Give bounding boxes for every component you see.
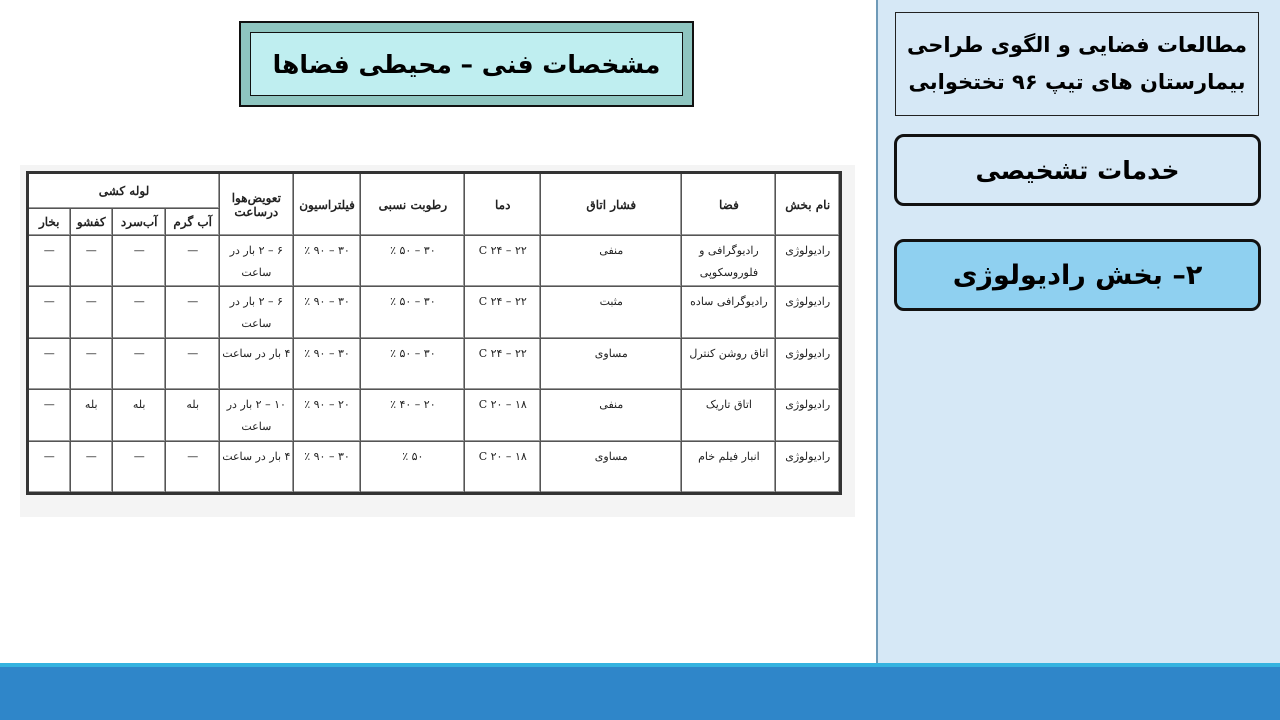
table-row — [28, 287, 841, 338]
cell-cold-water: — — [112, 441, 166, 493]
cell-cold-water: — — [112, 236, 166, 287]
header-humidity: رطوبت نسبی — [361, 173, 465, 236]
cell-floor-drain: — — [70, 287, 112, 338]
cell-steam: — — [28, 390, 71, 441]
cell-steam: — — [28, 338, 71, 389]
cell-pressure: منفی — [541, 390, 682, 441]
cell-department: رادیولوژی — [776, 236, 841, 287]
cell-floor-drain: — — [70, 441, 112, 493]
cell-air-change: ۱۰ – ۲ بار در ساعت — [219, 390, 293, 441]
cell-floor-drain: — — [70, 338, 112, 389]
diagnostic-services-label: خدمات تشخیصی — [975, 155, 1180, 185]
header-temperature: دما — [465, 173, 541, 236]
cell-pressure: مساوی — [541, 441, 682, 493]
radiology-section-label: ۲– بخش رادیولوژی — [952, 259, 1203, 291]
cell-space: رادیوگرافی ساده — [682, 287, 776, 338]
cell-hot-water: — — [166, 236, 220, 287]
cell-air-change: ۴ بار در ساعت — [219, 338, 293, 389]
cell-cold-water: بله — [112, 390, 166, 441]
cell-filtration: ۳۰ – ۹۰ ٪ — [293, 338, 361, 389]
cell-temperature: ۱۸ – ۲۰ C — [465, 390, 541, 441]
cell-floor-drain: — — [70, 236, 112, 287]
cell-space: انبار فیلم خام — [682, 441, 776, 493]
cell-hot-water: بله — [166, 390, 220, 441]
cell-filtration: ۳۰ – ۹۰ ٪ — [293, 441, 361, 493]
table-row — [28, 441, 841, 493]
cell-filtration: ۳۰ – ۹۰ ٪ — [293, 236, 361, 287]
header-cold-water: آب‌سرد — [112, 209, 166, 236]
footer-bar — [0, 663, 1280, 720]
cell-filtration: ۲۰ – ۹۰ ٪ — [293, 390, 361, 441]
cell-floor-drain: بله — [70, 390, 112, 441]
header-department: نام بخش — [776, 173, 841, 236]
cell-temperature: ۱۸ – ۲۰ C — [465, 441, 541, 493]
header-steam: بخار — [28, 209, 71, 236]
cell-space: اتاق تاریک — [682, 390, 776, 441]
cell-humidity: ۲۰ – ۴۰ ٪ — [361, 390, 465, 441]
footer-accent-stripe — [0, 663, 1280, 667]
diagnostic-services-box — [894, 134, 1261, 206]
table-row — [28, 236, 841, 287]
cell-temperature: ۲۲ – ۲۴ C — [465, 236, 541, 287]
cell-department: رادیولوژی — [776, 441, 841, 493]
cell-department: رادیولوژی — [776, 338, 841, 389]
cell-air-change: ۴ بار در ساعت — [219, 441, 293, 493]
header-filtration: فیلتراسیون — [293, 173, 361, 236]
header-hot-water: آب گرم — [166, 209, 220, 236]
cell-steam: — — [28, 287, 71, 338]
header-floor-drain: کفشو — [70, 209, 112, 236]
cell-pressure: منفی — [541, 236, 682, 287]
cell-humidity: ۳۰ – ۵۰ ٪ — [361, 287, 465, 338]
table-row — [28, 338, 841, 389]
header-air-change-line-1: تعویض‌هوا — [231, 190, 281, 205]
cell-temperature: ۲۲ – ۲۴ C — [465, 338, 541, 389]
cell-humidity: ۳۰ – ۵۰ ٪ — [361, 236, 465, 287]
cell-temperature: ۲۲ – ۲۴ C — [465, 287, 541, 338]
cell-pressure: مثبت — [541, 287, 682, 338]
header-air-change — [219, 173, 293, 236]
cell-air-change: ۶ – ۲ بار در ساعت — [219, 236, 293, 287]
cell-cold-water: — — [112, 287, 166, 338]
cell-steam: — — [28, 441, 71, 493]
page-title-frame — [239, 21, 694, 107]
cell-hot-water: — — [166, 441, 220, 493]
cell-humidity: ۵۰ ٪ — [361, 441, 465, 493]
table-header-row — [28, 173, 841, 209]
cell-humidity: ۳۰ – ۵۰ ٪ — [361, 338, 465, 389]
specs-table — [26, 171, 842, 495]
cell-pressure: مساوی — [541, 338, 682, 389]
radiology-section-box — [894, 239, 1261, 311]
cell-air-change: ۶ – ۲ بار در ساعت — [219, 287, 293, 338]
cell-department: رادیولوژی — [776, 287, 841, 338]
cell-hot-water: — — [166, 287, 220, 338]
cell-department: رادیولوژی — [776, 390, 841, 441]
study-title-line-2: بیمارستان های تیپ ۹۶ تختخوابی — [908, 70, 1246, 94]
cell-hot-water: — — [166, 338, 220, 389]
header-plumbing: لوله کشی — [28, 173, 220, 209]
cell-steam: — — [28, 236, 71, 287]
cell-space: رادیوگرافی و فلوروسکوپی — [682, 236, 776, 287]
study-title-line-1: مطالعات فضایی و الگوی طراحی — [907, 33, 1247, 57]
cell-filtration: ۳۰ – ۹۰ ٪ — [293, 287, 361, 338]
header-space: فضا — [682, 173, 776, 236]
table-row — [28, 390, 841, 441]
page-title: مشخصات فنی – محیطی فضاها — [250, 32, 683, 96]
study-title-box — [895, 12, 1259, 116]
cell-cold-water: — — [112, 338, 166, 389]
header-pressure: فشار اتاق — [541, 173, 682, 236]
cell-space: اتاق روشن کنترل — [682, 338, 776, 389]
header-air-change-line-2: درساعت — [234, 204, 279, 219]
